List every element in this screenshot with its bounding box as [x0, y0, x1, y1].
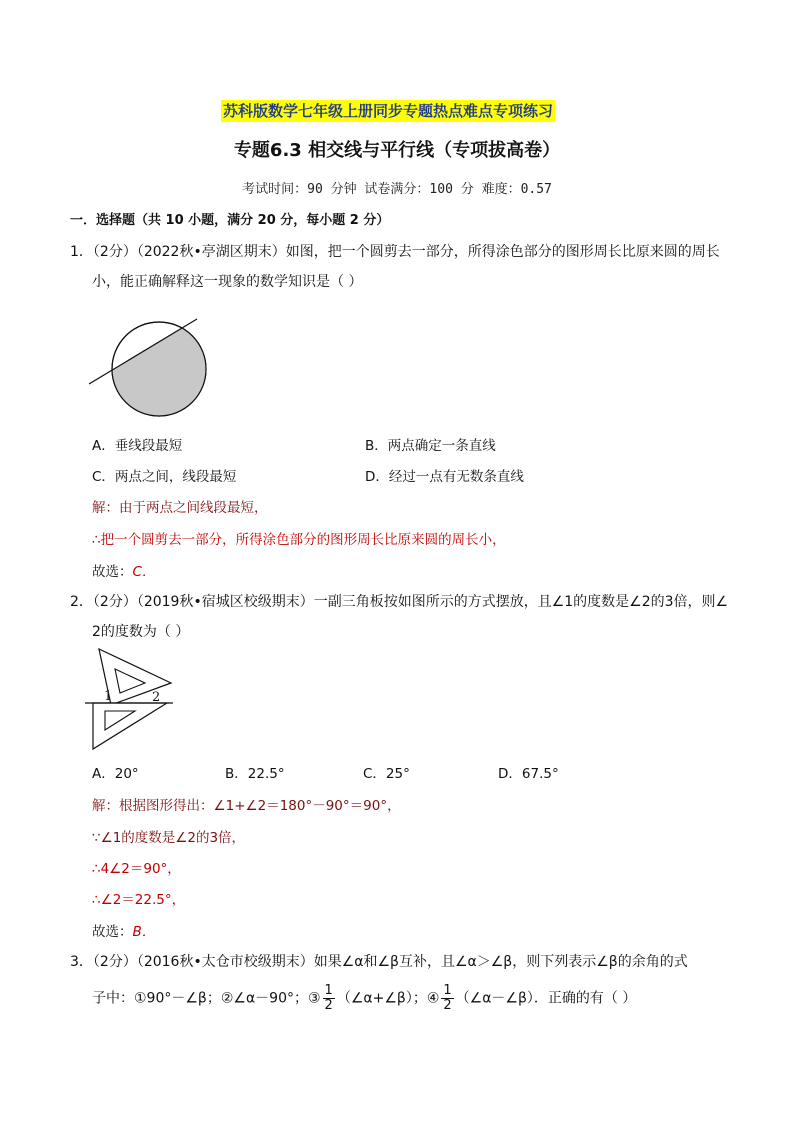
- q1-answer: [92, 560, 155, 580]
- fraction-half-2: $\frac{1}{2}$: [443, 983, 452, 1013]
- q3-stem-line1: 3．（2分）（2016秋•太仓市校级期末）如果∠α和∠β互补，且∠α＞∠β，则下列表示∠β的余角的式: [70, 954, 688, 970]
- lower-triangle-outer: [93, 703, 167, 749]
- q2-option-c: C．25°: [363, 766, 410, 782]
- q2-option-b: B．22.5°: [225, 766, 285, 782]
- angle-2-label: 2: [152, 690, 161, 705]
- q3-expr-part2: （∠α+∠β）；④: [336, 990, 440, 1007]
- q3-stem-line2: [92, 984, 636, 1013]
- q2-solution-line3: ∴4∠2＝90°，: [92, 861, 181, 877]
- q2-solution-line1: 解：根据图形得出：∠1+∠2＝180°－90°＝90°，: [92, 798, 401, 814]
- q1-stem-line1: 1．（2分）（2022秋•亭湖区期末）如图，把一个圆剪去一部分，所得涂色部分的图形周长比原来圆的周长: [70, 244, 720, 260]
- q2-option-a: A．20°: [92, 766, 139, 782]
- answer-prefix: 故选：: [92, 924, 133, 940]
- q1-solution-line1: 解：由于两点之间线段最短，: [92, 500, 268, 516]
- angle-1-label: 1: [104, 689, 113, 704]
- q1-option-a: A．垂线段最短: [92, 438, 183, 454]
- answer-letter: B．: [132, 924, 156, 940]
- q2-stem-line2: 2的度数为（ ）: [92, 624, 190, 640]
- q1-circle-figure: [85, 318, 215, 420]
- q1-option-b: B．两点确定一条直线: [365, 438, 496, 454]
- q2-answer: [92, 920, 155, 940]
- q2-triangles-figure: [85, 645, 205, 755]
- q2-solution-line4: ∴∠2＝22.5°，: [92, 892, 186, 908]
- section-heading: 一．选择题（共 10 小题，满分 20 分，每小题 2 分）: [70, 213, 390, 228]
- q1-option-c: C．两点之间，线段最短: [92, 469, 237, 485]
- fraction-half-1: $\frac{1}{2}$: [324, 983, 333, 1013]
- series-banner: 苏科版数学七年级上册同步专题热点难点专项练习: [223, 102, 554, 120]
- q2-solution-line2: ∵∠1的度数是∠2的3倍，: [92, 830, 246, 846]
- q3-expr-part1: 子中：①90°－∠β；②∠α－90°；③: [92, 990, 321, 1007]
- answer-letter: C．: [132, 564, 156, 580]
- q1-solution-line2: ∴把一个圆剪去一部分，所得涂色部分的图形周长比原来圆的周长小，: [92, 532, 506, 548]
- q1-stem-line2: 小，能正确解释这一现象的数学知识是（ ）: [92, 274, 363, 290]
- q2-option-d: D．67.5°: [498, 766, 559, 782]
- answer-prefix: 故选：: [92, 564, 133, 580]
- exam-info: 考试时间：90 分钟 试卷满分：100 分 难度：0.57: [242, 182, 552, 197]
- q3-expr-part3: （∠α－∠β）．正确的有（ ）: [455, 990, 637, 1007]
- q1-option-d: D．经过一点有无数条直线: [365, 469, 524, 485]
- q2-stem-line1: 2．（2分）（2019秋•宿城区校级期末）一副三角板按如图所示的方式摆放，且∠1的度数是∠2的3倍，则∠: [70, 594, 729, 610]
- page-title: 专题6.3 相交线与平行线（专项拔高卷）: [233, 140, 561, 161]
